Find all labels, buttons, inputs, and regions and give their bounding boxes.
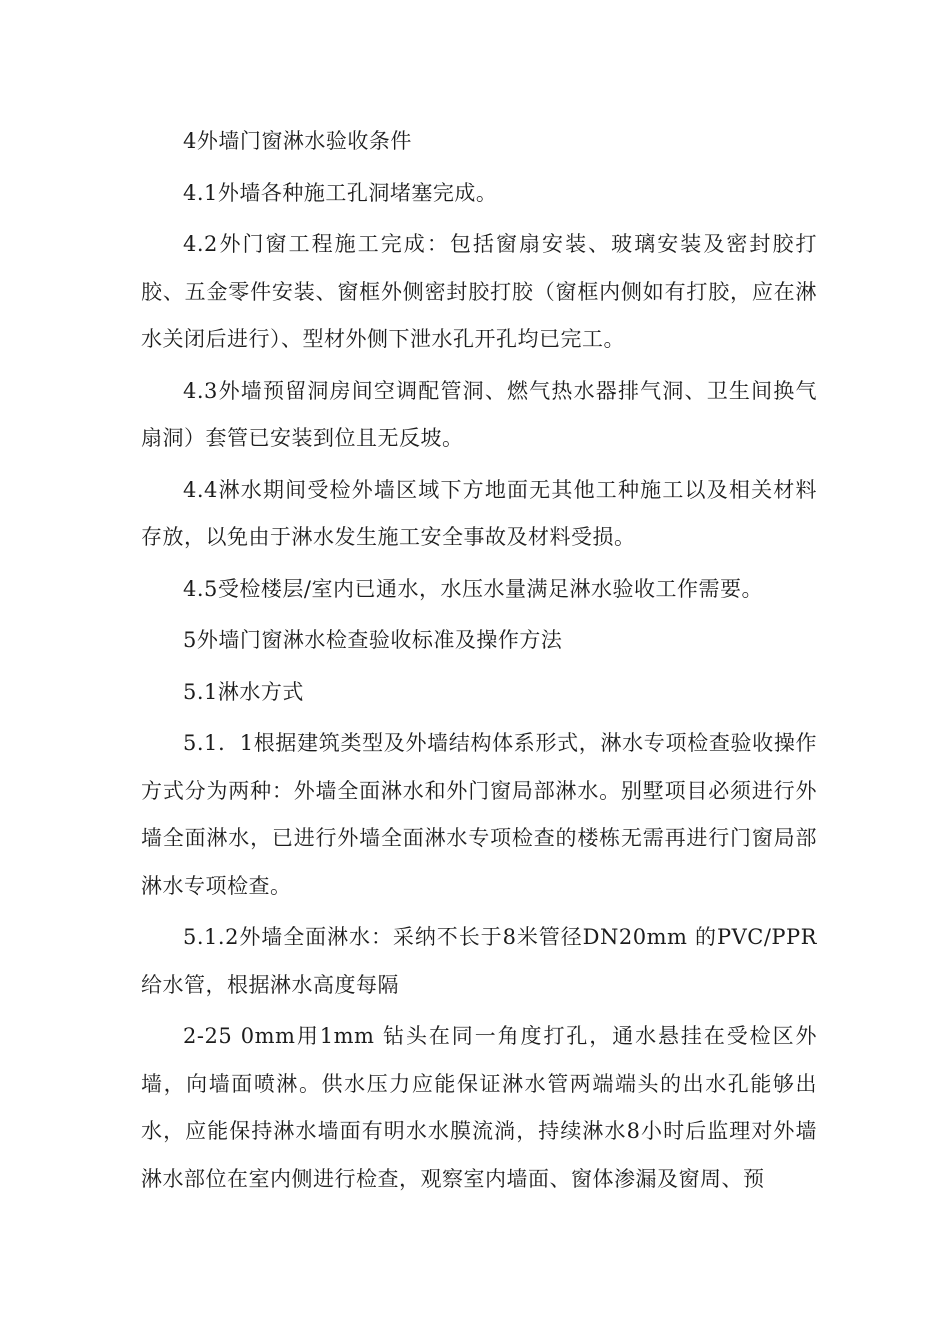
paragraph-5-1-1: 5.1．1根据建筑类型及外墙结构体系形式，淋水专项检查验收操作方式分为两种：外墙全面淋水和外门窗局部淋水。别墅项目必须进行外墙全面淋水，已进行外墙全面淋水专项检查的楼栋无需再进行门窗局部淋水专项检查。 <box>141 731 817 898</box>
document-body <box>141 118 817 1207</box>
section-4-heading: 4外墙门窗淋水验收条件 <box>183 129 412 153</box>
subsection-5-1-heading: 5.1淋水方式 <box>183 679 304 704</box>
paragraph-4-5: 4.5受检楼层/室内已通水，水压水量满足淋水验收工作需要。 <box>183 576 763 601</box>
paragraph-4-2: 4.2外门窗工程施工完成：包括窗扇安装、玻璃安装及密封胶打胶、五金零件安装、窗框外侧密封胶打胶（窗框内侧如有打胶，应在淋水关闭后进行）、型材外侧下泄水孔开孔均已完工。 <box>141 232 817 351</box>
paragraph-5-1-2: 5.1.2外墙全面淋水：采纳不长于8米管径DN20mm 的PVC/PPR给水管，根据淋水高度每隔 <box>141 925 817 997</box>
paragraph-4-1: 4.1外墙各种施工孔洞堵塞完成。 <box>183 180 498 205</box>
paragraph-4-4: 4.4淋水期间受检外墙区域下方地面无其他工种施工以及相关材料存放，以免由于淋水发生施工安全事故及材料受损。 <box>141 477 817 549</box>
paragraph-5-1-2-continued: 2-25 0mm用1mm 钻头在同一角度打孔，通水悬挂在受检区外墙，向墙面喷淋。供水压力应能保证淋水管两端端头的出水孔能够出水，应能保持淋水墙面有明水水膜流淌，持续淋水8小时后监理对外墙淋水部位在室内侧进行检查，观察室内墙面、窗体渗漏及窗周、预 <box>141 1024 817 1191</box>
paragraph-4-3: 4.3外墙预留洞房间空调配管洞、燃气热水器排气洞、卫生间换气扇洞）套管已安装到位且无反坡。 <box>141 378 817 450</box>
section-5-heading: 5外墙门窗淋水检查验收标准及操作方法 <box>183 628 563 652</box>
